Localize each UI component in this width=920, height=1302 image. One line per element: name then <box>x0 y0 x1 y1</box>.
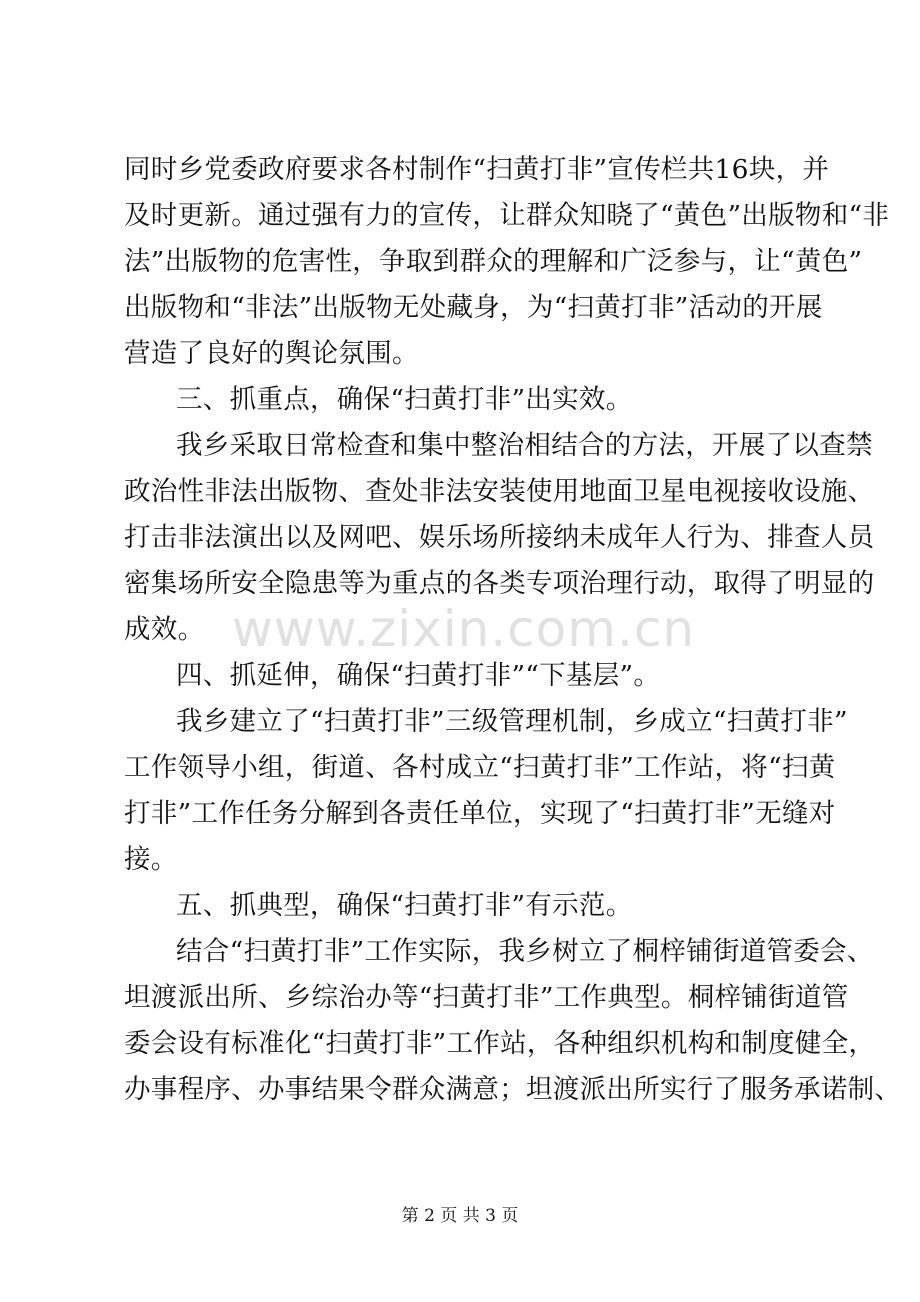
body-line: 委会设有标准化“扫黄打非”工作站，各种组织机构和制度健全， <box>124 1028 876 1059</box>
paragraph-first-line: 我乡采取日常检查和集中整治相结合的方法，开展了以查禁 <box>176 430 873 461</box>
watermark: www.zixin.com.cn <box>232 600 696 658</box>
body-line: 打非”工作任务分解到各责任单位，实现了“扫黄打非”无缝对 <box>124 798 836 829</box>
paragraph-first-line: 结合“扫黄打非”工作实际，我乡树立了桐梓铺街道管委会、 <box>176 936 874 967</box>
body-line: 成效。 <box>124 614 205 645</box>
body-line: 法”出版物的危害性，争取到群众的理解和广泛参与，让“黄色” <box>124 246 863 277</box>
body-line: 出版物和“非法”出版物无处藏身，为“扫黄打非”活动的开展 <box>124 292 823 323</box>
body-line: 及时更新。通过强有力的宣传，让群众知晓了“黄色”出版物和“非 <box>124 200 890 231</box>
body-line: 营造了良好的舆论氛围。 <box>124 338 419 369</box>
body-line: 工作领导小组，街道、各村成立“扫黄打非”工作站，将“扫黄 <box>124 752 836 783</box>
section-heading: 五、抓典型，确保“扫黄打非”有示范。 <box>176 890 633 921</box>
body-line: 政治性非法出版物、查处非法安装使用地面卫星电视接收设施、 <box>124 476 875 507</box>
body-line: 密集场所安全隐患等为重点的各类专项治理行动，取得了明显的 <box>124 568 875 599</box>
body-line: 坦渡派出所、乡综治办等“扫黄打非”工作典型。桐梓铺街道管 <box>124 982 849 1013</box>
body-line: 办事程序、办事结果令群众满意；坦渡派出所实行了服务承诺制、 <box>124 1074 902 1105</box>
page-footer: 第 2 页 共 3 页 <box>401 1206 519 1226</box>
section-heading: 三、抓重点，确保“扫黄打非”出实效。 <box>176 384 633 415</box>
section-heading: 四、抓延伸，确保“扫黄打非”“下基层”。 <box>176 660 661 691</box>
body-line: 打击非法演出以及网吧、娱乐场所接纳未成年人行为、排查人员 <box>124 522 875 553</box>
paragraph-first-line: 我乡建立了“扫黄打非”三级管理机制，乡成立“扫黄打非” <box>176 706 848 737</box>
body-line: 接。 <box>124 844 178 875</box>
body-line: 同时乡党委政府要求各村制作“扫黄打非”宣传栏共16块，并 <box>124 154 830 185</box>
